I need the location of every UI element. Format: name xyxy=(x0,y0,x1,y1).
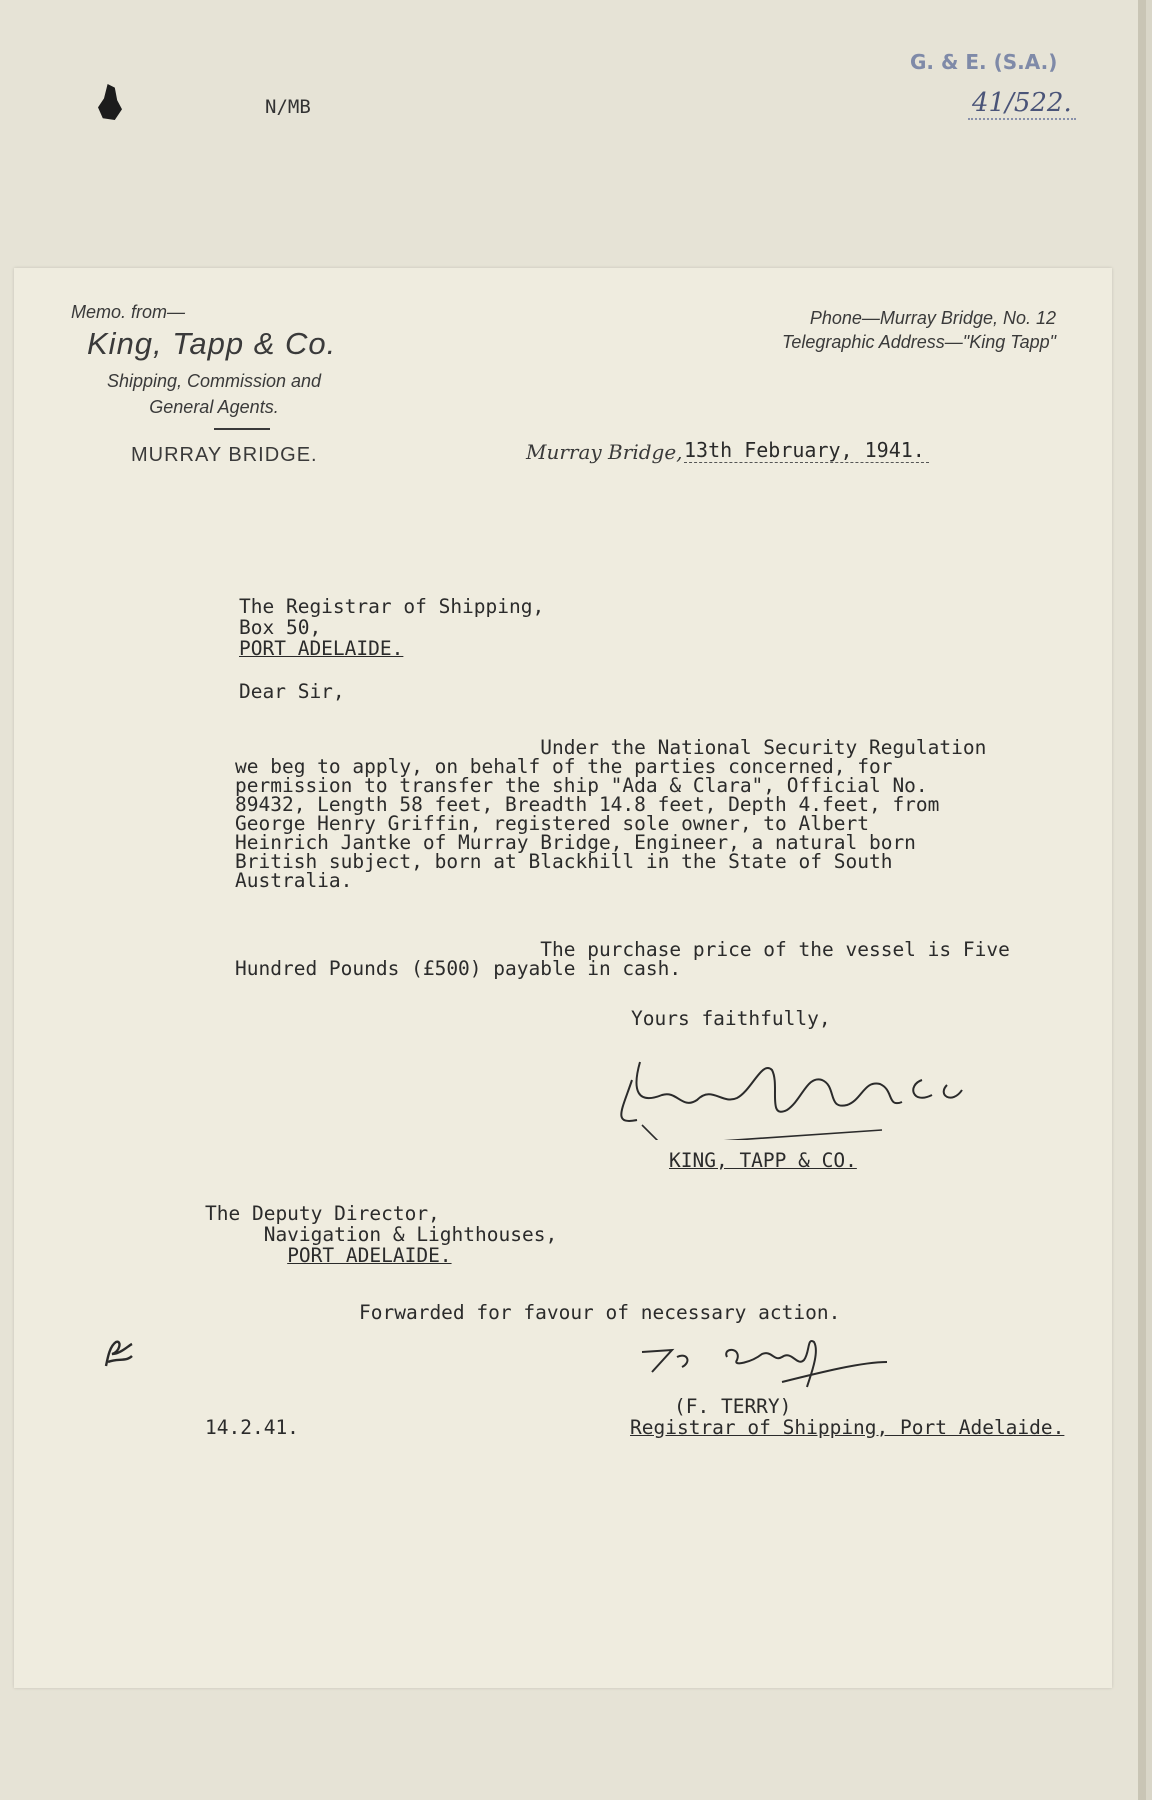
file-office-stamp: G. & E. (S.A.) xyxy=(910,50,1058,74)
memo-sheet xyxy=(14,268,1112,1688)
forwarding-signer-name: (F. TERRY) xyxy=(674,1395,792,1418)
dateline-place: Murray Bridge, xyxy=(526,440,683,464)
forwarding-line: Navigation & Lighthouses, xyxy=(205,1223,558,1246)
forwarding-addressee xyxy=(205,1203,557,1266)
addressee-line: The Registrar of Shipping, xyxy=(239,595,545,618)
addressee-line: Box 50, xyxy=(239,616,322,639)
salutation: Dear Sir, xyxy=(239,680,345,703)
letterhead-rule xyxy=(214,428,270,430)
letterhead-telegraph: Telegraphic Address—"King Tapp" xyxy=(782,332,1056,352)
signatory: KING, TAPP & CO. xyxy=(669,1149,857,1172)
body-paragraph: The purchase price of the vessel is Five Hundred Pounds (£500) payable in cash. xyxy=(235,938,1010,980)
reference-initials: N/MB xyxy=(265,96,311,118)
signature-king-tapp xyxy=(602,1050,982,1140)
forwarding-note: Forwarded for favour of necessary action. xyxy=(359,1301,841,1324)
file-number: 41/522. xyxy=(968,88,1076,120)
initials-mark xyxy=(98,1336,138,1372)
closing: Yours faithfully, xyxy=(631,1007,831,1030)
forwarding-signer-title: Registrar of Shipping, Port Adelaide. xyxy=(630,1416,1065,1439)
letterhead-phone: Phone—Murray Bridge, No. 12 xyxy=(809,308,1056,328)
letterhead-description-line: General Agents. xyxy=(149,397,279,417)
letterhead-description xyxy=(84,368,344,420)
addressee-block xyxy=(239,596,544,659)
letterhead-firm-name: King, Tapp & Co. xyxy=(87,326,337,361)
forwarding-date: 14.2.41. xyxy=(205,1416,299,1439)
body-paragraph: Under the National Security Regulation we beg to apply, on behalf of the parties concerned, for permission to transfer the ship "Ada & Clara", Official No. 89432, Length 58 feet, Breadth 14.8 feet, Depth 4.feet, from George Henry Griffin, registered sole owner, to Albert Heinrich Jantke of Murray Bridge, Engineer, a natural born British subject, born at Blackhill in the State of South Australia. xyxy=(235,736,987,892)
letterhead-label: Memo. from— xyxy=(71,302,186,322)
addressee-line: PORT ADELAIDE. xyxy=(239,637,404,660)
dateline-date: 13th February, 1941. xyxy=(684,438,929,463)
letterhead-description-line: Shipping, Commission and xyxy=(106,371,322,391)
signature-terry xyxy=(632,1332,892,1402)
letterhead-town: MURRAY BRIDGE. xyxy=(131,444,318,466)
forwarding-port: PORT ADELAIDE. xyxy=(287,1244,452,1267)
forwarding-line: The Deputy Director, xyxy=(205,1202,440,1225)
forwarding-line xyxy=(205,1245,557,1266)
